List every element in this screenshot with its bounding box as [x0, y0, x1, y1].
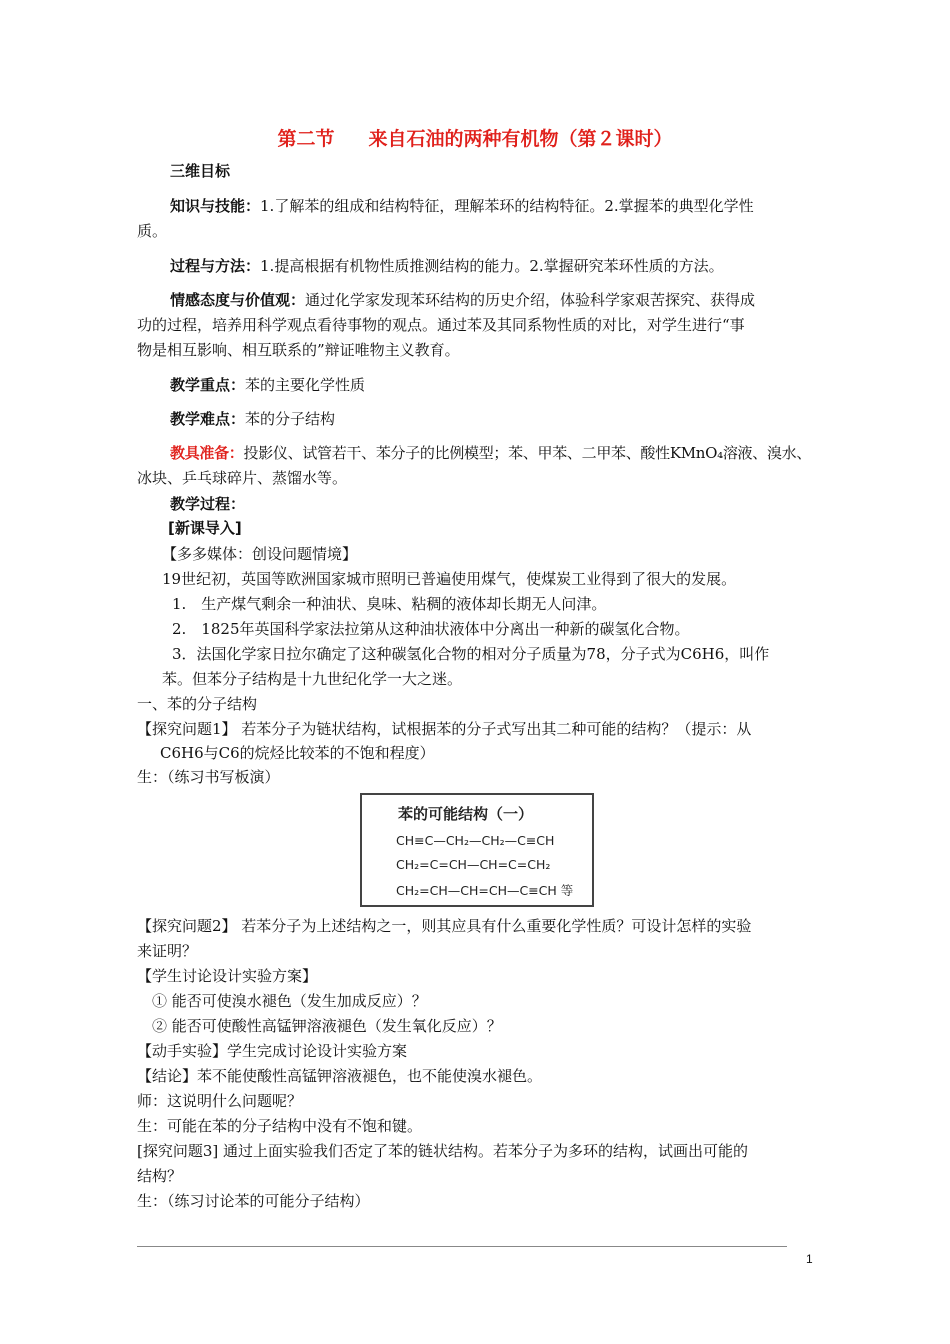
media-heading: 【多多媒体：创设问题情境】 [162, 545, 358, 563]
emotion-values [170, 290, 755, 310]
new-lesson-heading: [新课导入] [168, 519, 242, 537]
key-text: 苯的主要化学性质 [245, 376, 366, 394]
goals-heading: 三维目标 [170, 162, 231, 180]
student-reply-2: 生：可能在苯的分子结构中没有不饱和键。 [137, 1117, 423, 1135]
question-1-cont: C6H6与C6的烷烃比较苯的不饱和程度） [160, 744, 435, 762]
teaching-key [170, 375, 365, 395]
option-1: ① 能否可使溴水褪色（发生加成反应）？ [152, 992, 427, 1010]
question-2: 【探究问题2】 若苯分子为上述结构之一，则其应具有什么重要化学性质？可设计怎样的实验 [137, 917, 752, 935]
discussion-heading: 【学生讨论设计实验方案】 [137, 967, 318, 985]
emotion-text-cont1: 功的过程，培养用科学观点看待事物的观点。通过苯及其同系物性质的对比，对学生进行“事 [137, 316, 745, 334]
teacher-question: 师：这说明什么问题呢？ [137, 1092, 303, 1110]
knowledge-text: 1.了解苯的组成和结构特征，理解苯环的结构特征。2.掌握苯的典型化学性 [260, 197, 754, 215]
knowledge-text-cont: 质。 [137, 222, 168, 240]
history-item-3-cont: 苯。但苯分子结构是十九世纪化学一大之迷。 [162, 670, 463, 688]
question-3: [探究问题3] 通过上面实验我们否定了苯的链状结构。若苯分子为多环的结构，试画出可能的 [137, 1142, 749, 1160]
structure-figure [360, 793, 594, 907]
difficult-label: 教学难点： [170, 410, 246, 428]
knowledge-skill [170, 196, 754, 216]
question-2-cont: 来证明？ [137, 942, 198, 960]
figure-formula-2: CH₂=C=CH—CH=C=CH₂ [396, 857, 551, 872]
page-title [0, 124, 950, 151]
question-3-cont: 结构？ [137, 1167, 183, 1185]
page-number: 1 [806, 1252, 813, 1266]
figure-title: 苯的可能结构（一） [398, 805, 534, 823]
title-topic: 来自石油的两种有机物（第２课时） [368, 128, 673, 150]
tools-text: 投影仪、试管若干、苯分子的比例模型；苯、甲苯、二甲苯、酸性KMnO₄溶液、溴水、 [243, 444, 812, 462]
experiment-line: 【动手实验】学生完成讨论设计实验方案 [137, 1042, 408, 1060]
conclusion-line: 【结论】苯不能使酸性高锰钾溶液褪色，也不能使溴水褪色。 [137, 1067, 543, 1085]
history-item-3: 3．法国化学家日拉尔确定了这种碳氢化合物的相对分子质量为78，分子式为C6H6，叫作 [172, 645, 770, 663]
figure-formula-1: CH≡C—CH₂—CH₂—C≡CH [396, 833, 555, 848]
difficult-text: 苯的分子结构 [245, 410, 336, 428]
history-item-1: 1. 生产煤气剩余一种油状、臭味、粘稠的液体却长期无人问津。 [172, 595, 607, 613]
tools-text-cont: 冰块、乒乓球碎片、蒸馏水等。 [137, 469, 348, 487]
process-text: 1.提高根据有机物性质推测结构的能力。2.掌握研究苯环性质的方法。 [260, 257, 724, 275]
intro-paragraph: 19世纪初，英国等欧洲国家城市照明已普遍使用煤气，使煤炭工业得到了很大的发展。 [162, 570, 737, 588]
option-2: ② 能否可使酸性高锰钾溶液褪色（发生氧化反应）？ [152, 1017, 502, 1035]
question-1: 【探究问题1】 若苯分子为链状结构，试根据苯的分子式写出其二种可能的结构？（提示：从 [137, 720, 752, 738]
footer-divider [137, 1246, 787, 1247]
process-heading: 教学过程： [170, 495, 246, 513]
emotion-text-cont2: 物是相互影响、相互联系的”辩证唯物主义教育。 [137, 341, 460, 359]
section-heading: 一、苯的分子结构 [137, 695, 258, 713]
process-label: 过程与方法： [170, 257, 261, 275]
student-reply-1: 生：（练习书写板演） [137, 768, 280, 786]
key-label: 教学重点： [170, 376, 246, 394]
emotion-label: 情感态度与价值观： [170, 291, 306, 309]
history-item-2: 2. 1825年英国科学家法拉第从这种油状液体中分离出一种新的碳氢化合物。 [172, 620, 690, 638]
emotion-text: 通过化学家发现苯环结构的历史介绍，体验科学家艰苦探究、获得成 [305, 291, 756, 309]
tools-label: 教具准备： [170, 444, 244, 462]
knowledge-label: 知识与技能： [170, 197, 261, 215]
process-method [170, 256, 724, 276]
teaching-difficulty [170, 409, 335, 429]
title-section: 第二节 [277, 128, 335, 150]
figure-formula-3: CH₂=CH—CH=CH—C≡CH 等 [396, 883, 574, 898]
student-reply-3: 生：（练习讨论苯的可能分子结构） [137, 1192, 370, 1210]
teaching-tools [170, 443, 811, 463]
